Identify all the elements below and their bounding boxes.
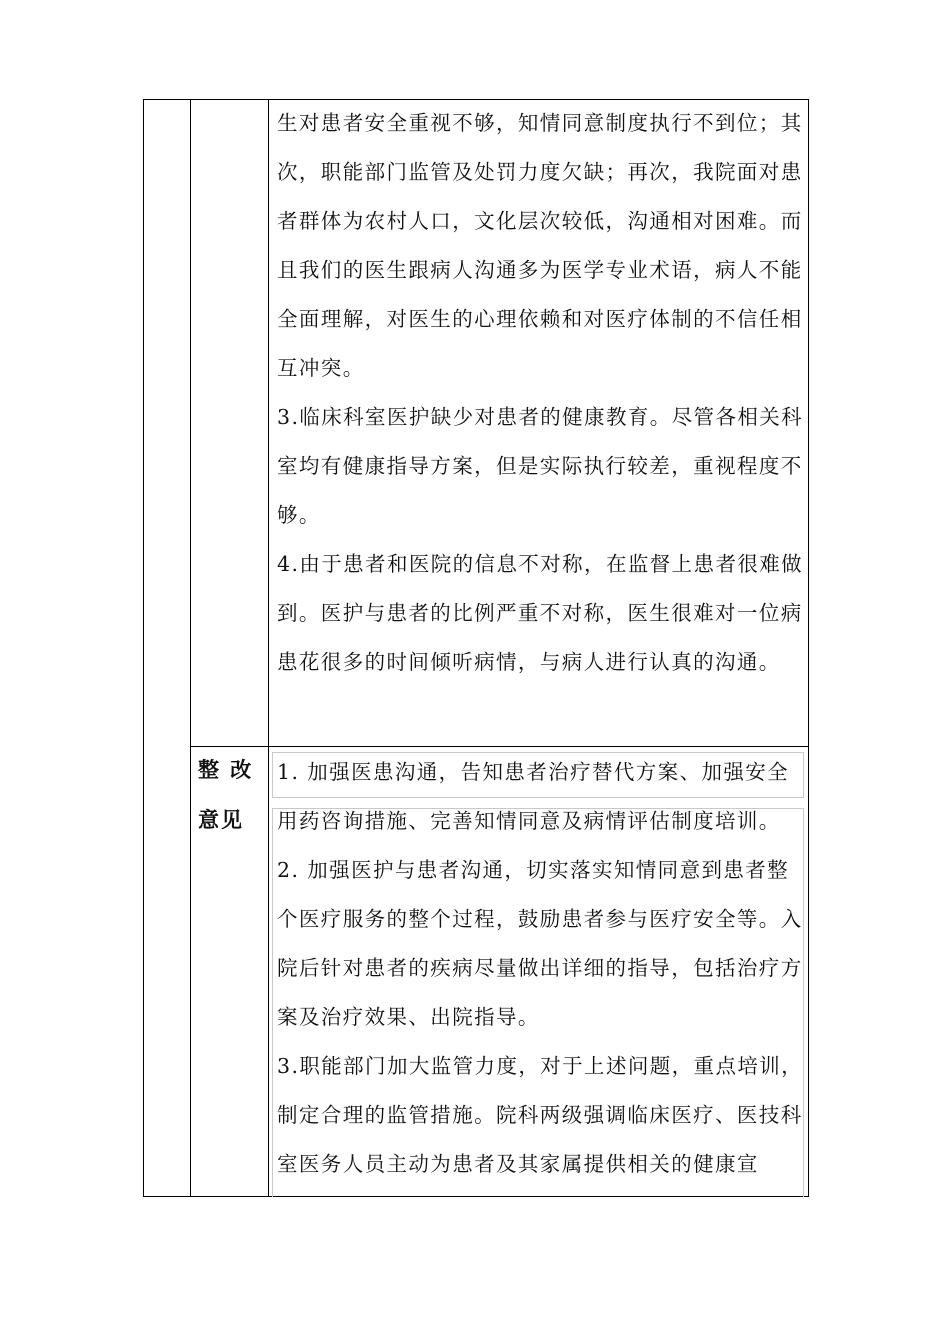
paragraph: 生对患者安全重视不够，知情同意制度执行不到位；其次，职能部门监管及处罚力度欠缺；再次，我院面对患者群体为农村人口，文化层次较低，沟通相对困难。而且我们的医生跟病人沟通多为医学专业术语，病人不能全面理解，对医生的心理依赖和对医疗体制的不信任相互冲突。 xyxy=(277,111,803,380)
table-left-border xyxy=(143,99,144,1197)
paragraph: 3.职能部门加大监管力度，对于上述问题，重点培训，制定合理的监管措施。院科两级强调临床医疗、医技科室医务人员主动为患者及其家属提供相关的健康宣 xyxy=(277,1054,804,1176)
column-divider-2 xyxy=(268,99,269,1197)
paragraph: 3.临床科室医护缺少对患者的健康教育。尽管各相关科室均有健康指导方案，但是实际执行较差，重视程度不够。 xyxy=(277,405,804,527)
paragraph: 4.由于患者和医院的信息不对称，在监督上患者很难做到。医护与患者的比例严重不对称，医生很难对一位病患花很多的时间倾听病情，与病人进行认真的沟通。 xyxy=(277,552,804,674)
row-label-line2: 意见 xyxy=(198,807,244,832)
section-recommendation-text xyxy=(277,748,807,1189)
column-divider-1 xyxy=(190,99,191,1197)
row-label-line1: 整 改 xyxy=(198,757,254,782)
table-right-border xyxy=(808,99,809,1197)
paragraph: 2. 加强医护与患者沟通，切实落实知情同意到患者整个医疗服务的整个过程，鼓励患者参与医疗安全等。入院后针对患者的疾病尽量做出详细的指导，包括治疗方案及治疗效果、出院指导。 xyxy=(277,858,803,1029)
paragraph: 1. 加强医患沟通，告知患者治疗替代方案、加强安全用药咨询措施、完善知情同意及病情评估制度培训。 xyxy=(277,760,790,833)
section-analysis-text xyxy=(277,99,807,687)
row-divider xyxy=(190,746,809,747)
